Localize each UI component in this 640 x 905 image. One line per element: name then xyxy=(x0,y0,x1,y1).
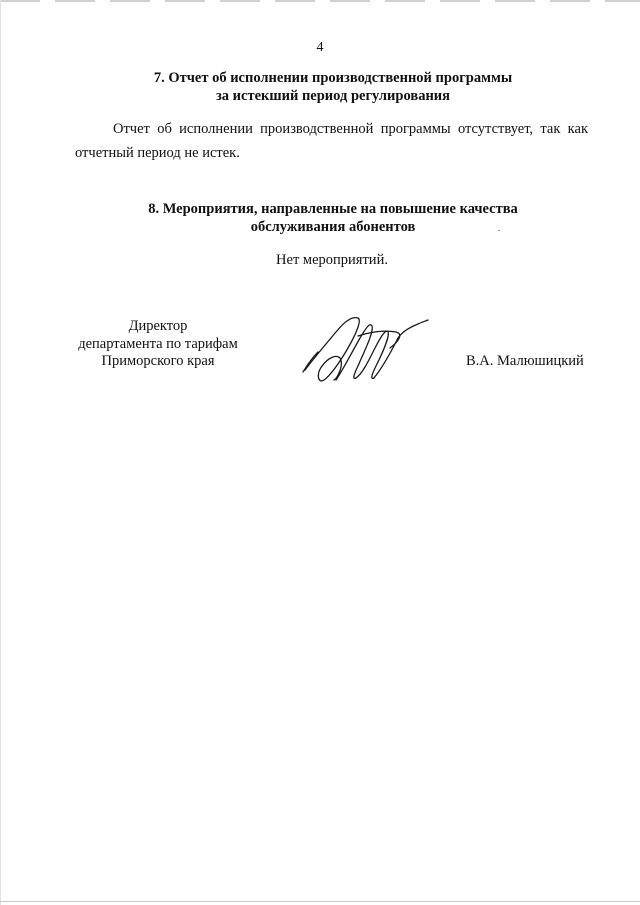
section-7-title-line-1: 7. Отчет об исполнении производственной программы xyxy=(153,70,513,86)
section-7-paragraph-line-1: Отчет об исполнении производственной программы отсутствует, так как xyxy=(113,121,588,137)
scan-bottom-edge xyxy=(0,901,640,902)
scan-speck xyxy=(498,230,500,231)
signatory-position-line-2: департамента по тарифам xyxy=(78,335,238,352)
section-8-heading xyxy=(0,200,640,236)
section-8-text: Нет мероприятий. xyxy=(276,252,388,268)
signatory-position-line-3: Приморского края xyxy=(101,353,215,369)
scan-top-edge xyxy=(0,0,640,2)
handwritten-signature xyxy=(300,308,430,388)
section-7-heading xyxy=(0,69,640,105)
section-7-paragraph-line-2: отчетный период не истек. xyxy=(75,145,240,161)
section-8-title-line-1: 8. Мероприятия, направленные на повышение качества xyxy=(148,201,518,217)
signatory-name: В.А. Малюшицкий xyxy=(466,353,584,369)
page-number: 4 xyxy=(316,40,324,55)
section-8-title-line-2: обслуживания абонентов xyxy=(250,219,416,235)
scan-left-edge xyxy=(0,0,1,905)
signatory-position-line-1: Директор xyxy=(128,318,188,334)
signatory-position xyxy=(58,318,258,371)
section-7-title-line-2: за истекший период регулирования xyxy=(215,88,451,104)
